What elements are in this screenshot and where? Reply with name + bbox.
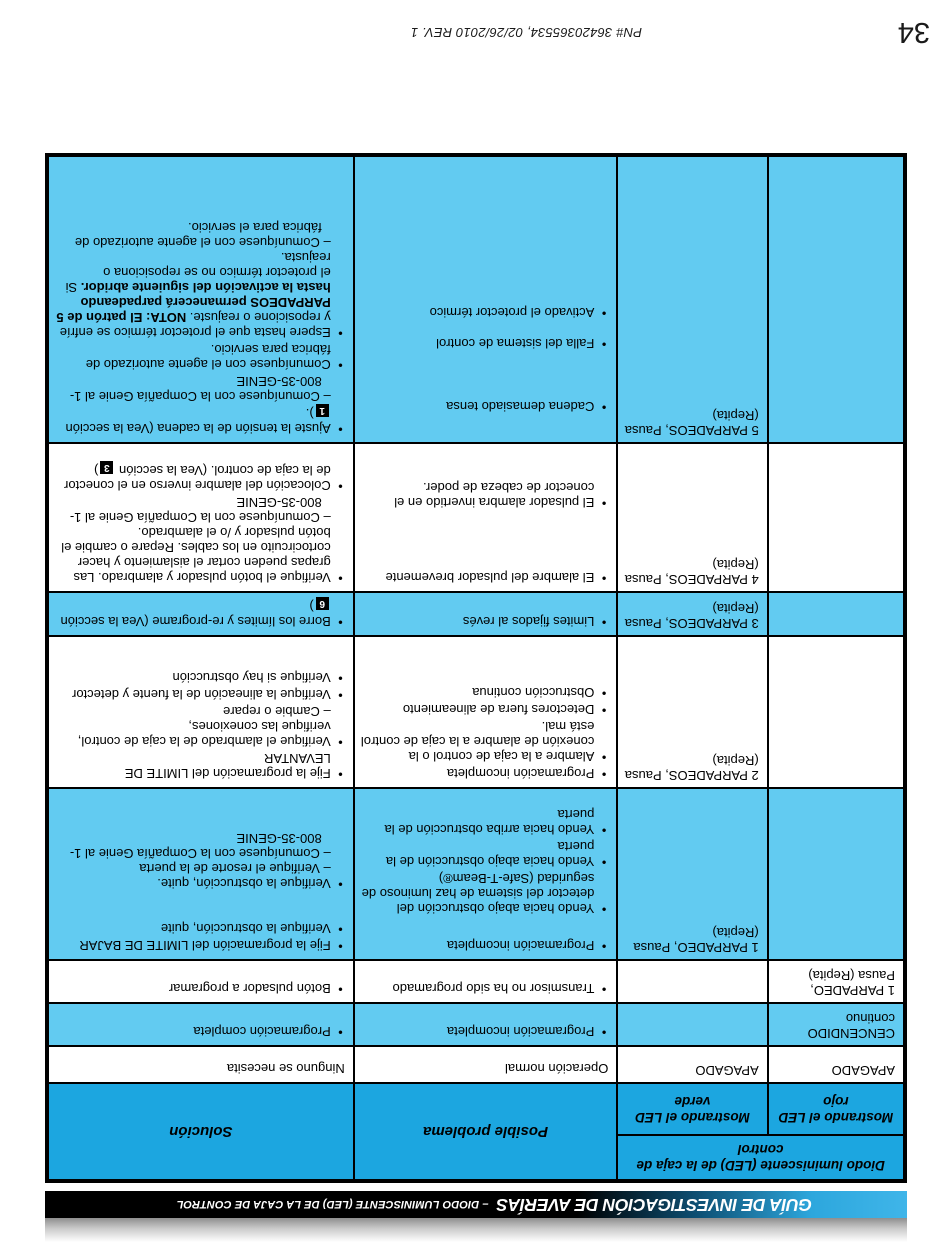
list-item-text: Programación incompleta: [446, 766, 595, 781]
led-green-cell: [617, 960, 767, 1003]
table-row: [47, 960, 905, 1003]
list-item: [55, 876, 345, 891]
led-green-cell: 2 PARPADEOS, Pausa (Repita): [617, 636, 767, 788]
troubleshooting-table-wrap: [45, 153, 907, 1183]
list-item-text: Operación normal: [505, 1061, 609, 1076]
list-item-text: Cadena demasiado tensa: [446, 399, 595, 414]
solution-cell: [47, 960, 354, 1003]
solution-cell: [47, 155, 354, 443]
list-item-text: Programación incompleta: [446, 938, 595, 953]
page-subtitle: – DIODO LUMINISCENTE (LED) DE LA CAJA DE CONTROL: [176, 1198, 489, 1211]
list-item-text: Falla del sistema de control: [436, 336, 595, 351]
list-item: [361, 981, 609, 996]
list-item: [55, 342, 345, 372]
list-item-text: Yendo hacia abajo obstrucción del detector del sistema de haz luminoso de seguridad (Safe-T-Beam®): [361, 871, 595, 916]
list-item-text: Ninguno se necesita: [226, 1061, 345, 1076]
list-item: [55, 461, 345, 493]
led-green-cell: 1 PARPADEO, Pausa (Repita): [617, 788, 767, 960]
table-body: [47, 155, 905, 1083]
list-item-text: Comuníquese con el agente autorizado de fábrica para servicio.: [85, 342, 331, 372]
list-item-text: Transmisor no ha sido programado: [392, 981, 595, 996]
bullet-icon: •: [338, 939, 343, 954]
led-red-cell: [768, 443, 905, 592]
bullet-icon: •: [601, 571, 607, 586]
table-header-problem: Posible problema: [354, 1083, 618, 1181]
bullet-icon: •: [338, 671, 343, 686]
list-item: [55, 670, 345, 685]
list-item: [361, 480, 609, 510]
list-item-text: Programación completa: [193, 1024, 331, 1039]
list-item: [55, 404, 345, 436]
led-green-cell: 4 PARPADEOS, Pausa (Repita): [617, 443, 767, 592]
list-item: [55, 981, 345, 996]
list-item: [361, 702, 609, 717]
problem-cell: [354, 1046, 618, 1083]
bullet-icon: •: [601, 767, 607, 782]
list-item-text: Verifique la obstrucción, quite.: [157, 876, 331, 891]
bullet-icon: •: [601, 615, 607, 630]
list-item: [361, 305, 609, 320]
led-red-cell: CENCENDIDO continuo: [768, 1003, 905, 1046]
list-item: [55, 751, 345, 781]
problem-cell: [354, 155, 618, 443]
problem-cell: [354, 636, 618, 788]
led-red-cell: APAGADO: [768, 1046, 905, 1083]
list-item-text: Verifique la alineación de la fuente y detector: [72, 687, 331, 702]
bullet-icon: •: [338, 767, 343, 782]
list-item-text: Verifique el botón pulsador y alambrado. Las grapas pueden cortar el aislamiento y hacer cortocircuito en los cables. Repare o cambie el botón pulsador y /o el alambrado.: [61, 525, 331, 585]
table-header-led-green: Mostrando el LED verde: [617, 1083, 767, 1135]
bullet-icon: •: [338, 358, 343, 373]
list-item: [55, 1024, 345, 1039]
list-item: [361, 570, 609, 585]
list-item-text: El pulsador alambra invertido en el conector de cabeza de poder.: [394, 480, 595, 510]
list-item: [361, 1024, 609, 1039]
solution-cell: [47, 1046, 354, 1083]
list-item: [55, 250, 345, 340]
led-red-cell: [768, 592, 905, 636]
list-item-text: Alambre a la caja de control o la conexión de alambre a la caja de control está mal.: [360, 719, 595, 764]
section-badge: 6: [316, 597, 329, 610]
list-item-text: Yendo hacia abajo obstrucción de la puerta: [385, 839, 595, 869]
table-row: [47, 155, 905, 443]
table-row: [47, 443, 905, 592]
bullet-icon: •: [338, 688, 343, 703]
solution-cell: [47, 636, 354, 788]
solution-cell: [47, 592, 354, 636]
solution-cell: [47, 1003, 354, 1046]
list-item-text: Programación incompleta: [446, 1024, 595, 1039]
page-number: 34: [897, 16, 930, 48]
problem-cell: [354, 960, 618, 1003]
list-item: [55, 687, 345, 702]
bullet-icon: •: [338, 922, 343, 937]
section-badge: 1: [316, 404, 329, 417]
list-item: [361, 1061, 609, 1076]
table-row: [47, 636, 905, 788]
led-green-cell: 3 PARPADEOS, Pausa (Repita): [617, 592, 767, 636]
table-row: [47, 1003, 905, 1046]
bullet-icon: •: [601, 902, 607, 917]
list-item-text: Ajuste la tensión de la cadena (Vea la sección 1).: [65, 405, 331, 436]
sub-item: – Comuníquese con el agente autorizado de fábrica para el servicio.: [74, 220, 331, 250]
sub-item: – Comuníquese con la Compañía Genie al 1-800-35-GENIE: [69, 374, 331, 404]
header-gradient-strip: [45, 1218, 907, 1242]
table-row: [47, 788, 905, 960]
bullet-icon: •: [338, 877, 343, 892]
bullet-icon: •: [601, 496, 607, 511]
led-green-cell: APAGADO: [617, 1046, 767, 1083]
list-item-text: Detectores fuera de alineamiento: [402, 702, 595, 717]
bullet-icon: •: [338, 479, 343, 494]
list-item: [55, 921, 345, 936]
bullet-icon: •: [338, 326, 343, 341]
list-item: [361, 839, 609, 869]
sub-item: – Comuníquese con la Compañía Genie al 1-800-35-GENIE: [69, 495, 331, 525]
sub-item: – Verifique el resorte de la puerta: [139, 861, 331, 876]
bullet-icon: •: [601, 306, 607, 321]
list-item: [55, 719, 345, 749]
list-item-text: Fije la programación del LIMITE DE LEVANTAR: [124, 751, 331, 781]
problem-cell: [354, 443, 618, 592]
bullet-icon: •: [601, 823, 607, 838]
list-item: [361, 766, 609, 781]
list-item-text: Borre los límites y re-programe (Vea la sección 6): [60, 598, 331, 629]
bullet-icon: •: [338, 982, 343, 997]
list-item-text: El alambre del pulsador brevemente: [385, 570, 595, 585]
bullet-icon: •: [601, 337, 607, 352]
table-header-row-1: [47, 1135, 905, 1181]
list-item-text: Limites fijados al revés: [462, 614, 595, 629]
table-header-led-group: Diodo luminiscente (LED) de la caja de control: [617, 1135, 905, 1181]
bullet-icon: •: [601, 400, 607, 415]
bullet-icon: •: [601, 1025, 607, 1040]
list-item: [361, 938, 609, 953]
list-item-text: Activado el protector térmico: [429, 305, 595, 320]
table-header-led-red: Mostrando el LED rojo: [768, 1083, 905, 1135]
bullet-icon: •: [338, 735, 343, 750]
table-header-solution: Solución: [47, 1083, 354, 1181]
list-item-text: Botón pulsador a programar: [168, 981, 331, 996]
list-item-text: Espere hasta que el protector térmico se enfríe y reposicione o reajuste. NOTA: El patrón de 5 PARPADEOS permanecerá parpadeando hasta la activación del siguiente abridor. Si el protector térmico no se reposiciona o reajusta.: [56, 250, 331, 340]
sub-item: – Cambie o repare: [223, 704, 331, 719]
problem-cell: [354, 788, 618, 960]
page-title: GUÍA DE INVESTIGACIÓN DE AVERÍAS: [496, 1195, 812, 1215]
led-red-cell: 1 PARPADEO, Pausa (Repita): [768, 960, 905, 1003]
list-item: [55, 1061, 345, 1076]
bullet-icon: •: [601, 703, 607, 718]
list-item: [361, 719, 609, 764]
table-row: [47, 592, 905, 636]
list-item: [55, 525, 345, 585]
solution-cell: [47, 443, 354, 592]
led-green-cell: 5 PARPADEOS, Pausa (Repita): [617, 155, 767, 443]
solution-cell: [47, 788, 354, 960]
bullet-icon: •: [338, 1025, 343, 1040]
troubleshooting-table: [45, 153, 907, 1183]
list-item-text: Verifique si hay obstrucción: [172, 670, 331, 685]
list-item: [361, 871, 609, 916]
bullet-icon: •: [338, 571, 343, 586]
list-item-text: Colocación del alambre inverso en el conector de la caja de control. (Vea la sección 3): [64, 462, 331, 493]
footer-part-number: PN# 36420365534, 02/26/2010 REV. 1: [410, 25, 642, 40]
led-red-cell: [768, 636, 905, 788]
list-item-text: Verifique el alambrado de la caja de control, verifique las conexiones,: [77, 719, 331, 749]
table-row: [47, 1046, 905, 1083]
list-item: [55, 597, 345, 629]
problem-cell: [354, 592, 618, 636]
title-bar: [45, 1191, 907, 1218]
bullet-icon: •: [338, 615, 343, 630]
bullet-icon: •: [338, 422, 343, 437]
section-badge: 3: [100, 461, 113, 474]
list-item-text: Fije la programación del LIMITE DE BAJAR: [79, 938, 331, 953]
bullet-icon: •: [601, 939, 607, 954]
bullet-icon: •: [601, 855, 607, 870]
bullet-icon: •: [601, 982, 607, 997]
sub-item: – Comuníquese con la Compañía Genie al 1-800-35-GENIE: [69, 831, 331, 861]
list-item: [361, 807, 609, 837]
list-item: [361, 614, 609, 629]
list-item: [55, 938, 345, 953]
list-item: [361, 336, 609, 351]
led-red-cell: [768, 788, 905, 960]
led-green-cell: [617, 1003, 767, 1046]
list-item: [361, 685, 609, 700]
list-item-text: Verifique la obstrucción, quite: [160, 921, 331, 936]
bullet-icon: •: [601, 686, 607, 701]
bullet-icon: •: [601, 750, 607, 765]
problem-cell: [354, 1003, 618, 1046]
list-item-text: Obstrucción continua: [472, 685, 595, 700]
list-item: [361, 399, 609, 414]
led-red-cell: [768, 155, 905, 443]
list-item-text: Yendo hacia arriba obstrucción de la puerta: [384, 807, 595, 837]
